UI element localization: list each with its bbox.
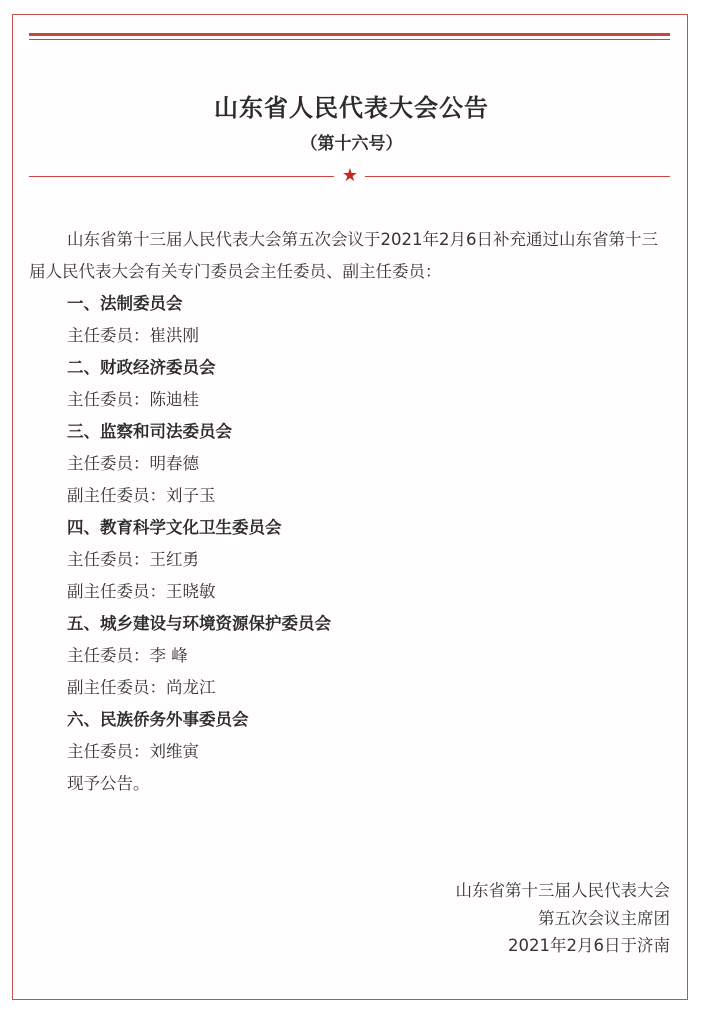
document-number: （第十六号）	[300, 134, 403, 154]
list-item: 主任委员：陈迪桂	[67, 390, 199, 409]
list-item: 主任委员：崔洪刚	[67, 326, 199, 345]
list-item: 副主任委员：王晓敏	[67, 582, 216, 601]
committee-list	[29, 288, 674, 800]
list-item: 副主任委员：刘子玉	[67, 486, 216, 505]
committee-heading: 四、教育科学文化卫生委员会	[67, 518, 282, 537]
committee-heading: 五、城乡建设与环境资源保护委员会	[67, 614, 331, 633]
list-item: 主任委员：刘维寅	[67, 742, 199, 761]
divider-left	[29, 176, 334, 177]
divider-right	[365, 176, 670, 177]
intro-paragraph: 山东省第十三届人民代表大会第五次会议于2021年2月6日补充通过山东省第十三届人民代表大会有关专门委员会主任委员、副主任委员：	[29, 230, 658, 281]
committee-heading: 一、法制委员会	[67, 294, 183, 313]
list-item: 主任委员：王红勇	[67, 550, 199, 569]
signature-org: 山东省第十三届人民代表大会	[455, 881, 670, 900]
committee-heading: 二、财政经济委员会	[67, 358, 216, 377]
committee-heading: 三、监察和司法委员会	[67, 422, 232, 441]
list-item: 副主任委员：尚龙江	[67, 678, 216, 697]
signature-date: 2021年2月6日于济南	[508, 936, 670, 955]
document-title: 山东省人民代表大会公告	[214, 94, 489, 122]
header-rule-thick	[29, 33, 670, 36]
committee-heading: 六、民族侨务外事委员会	[67, 710, 249, 729]
signature-presidium: 第五次会议主席团	[538, 909, 670, 928]
star-icon: ★	[341, 165, 359, 186]
list-item: 主任委员：李 峰	[67, 646, 188, 665]
list-item: 现予公告。	[67, 774, 150, 793]
header-rule-thin	[29, 39, 670, 40]
announcement-body	[29, 224, 674, 800]
list-item: 主任委员：明春德	[67, 454, 199, 473]
